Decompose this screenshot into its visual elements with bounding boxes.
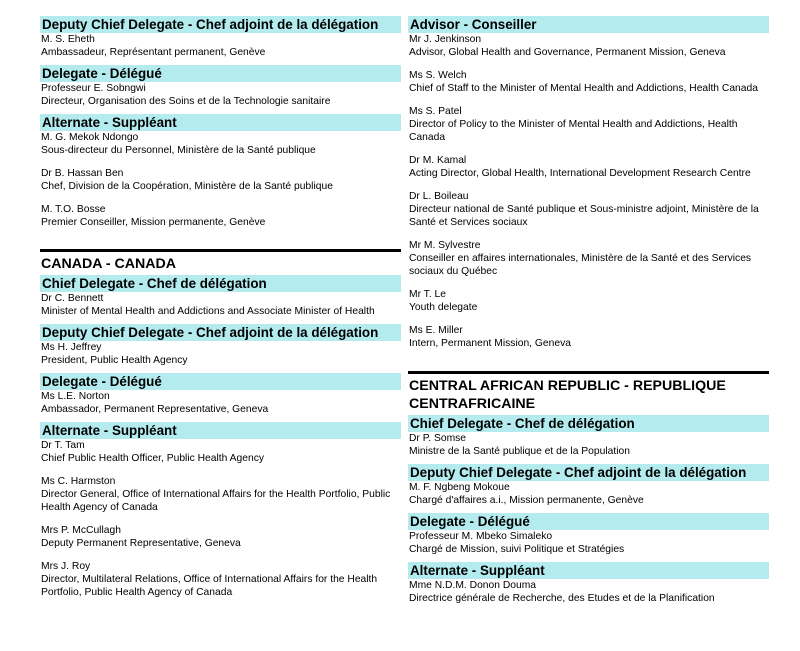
person-name: Mrs P. McCullagh — [41, 525, 121, 536]
delegate-entry — [408, 33, 769, 59]
role-heading-delegate: Delegate - Délégué — [40, 65, 401, 82]
person-title: Ambassador, Permanent Representative, Geneva — [41, 404, 269, 415]
delegate-entry — [408, 579, 769, 605]
person-title: Directeur national de Santé publique et Sous-ministre adjoint, Ministère de la Santé et Services sociaux — [409, 204, 759, 228]
person-name: Professeur E. Sobngwi — [41, 83, 146, 94]
role-heading-deputy: Deputy Chief Delegate - Chef adjoint de la délégation — [408, 464, 769, 481]
role-heading-chief: Chief Delegate - Chef de délégation — [40, 275, 401, 292]
person-name: Ms E. Miller — [409, 325, 463, 336]
person-name: M. F. Ngbeng Mokoue — [409, 482, 510, 493]
role-heading-chief: Chief Delegate - Chef de délégation — [408, 415, 769, 432]
person-title: Youth delegate — [409, 302, 478, 313]
delegate-entry — [40, 560, 401, 599]
delegate-entry — [40, 203, 401, 229]
delegate-entry — [408, 69, 769, 95]
person-title: Director General, Office of International Affairs for the Health Portfolio, Public Health Agency of Canada — [41, 489, 391, 513]
delegate-entry — [408, 239, 769, 278]
person-name: Mrs J. Roy — [41, 561, 91, 572]
person-title: Director, Multilateral Relations, Office of International Affairs for the Health Portfolio, Public Health Agency of Canada — [41, 574, 378, 598]
person-title: Deputy Permanent Representative, Geneva — [41, 538, 241, 549]
person-name: Ms C. Harmston — [41, 476, 116, 487]
role-heading-advisor: Advisor - Conseiller — [408, 16, 769, 33]
delegate-entry — [408, 288, 769, 314]
country-title: CENTRAL AFRICAN REPUBLIC - REPUBLIQUE CENTRAFRICAINE — [409, 378, 726, 412]
person-title: Chef, Division de la Coopération, Ministère de la Santé publique — [41, 181, 333, 192]
person-title: President, Public Health Agency — [41, 355, 188, 366]
person-name: Mr J. Jenkinson — [409, 34, 482, 45]
person-title: Directeur, Organisation des Soins et de la Technologie sanitaire — [41, 96, 331, 107]
person-title: Chief of Staff to the Minister of Mental Health and Addictions, Health Canada — [409, 83, 758, 94]
person-name: Professeur M. Mbeko Simaleko — [409, 531, 553, 542]
person-title: Acting Director, Global Health, International Development Research Centre — [409, 168, 751, 179]
person-title: Premier Conseiller, Mission permanente, Genève — [41, 217, 266, 228]
delegate-entry — [408, 432, 769, 458]
country-title: CANADA - CANADA — [41, 256, 177, 272]
person-name: Mr T. Le — [409, 289, 447, 300]
person-name: Dr B. Hassan Ben — [41, 168, 124, 179]
role-heading-alternate: Alternate - Suppléant — [40, 114, 401, 131]
delegate-entry — [408, 154, 769, 180]
person-name: Ms L.E. Norton — [41, 391, 110, 402]
delegate-entry — [40, 524, 401, 550]
person-title: Advisor, Global Health and Governance, Permanent Mission, Geneva — [409, 47, 726, 58]
left-column — [40, 0, 401, 599]
person-name: Dr P. Somse — [409, 433, 467, 444]
delegate-entry — [408, 105, 769, 144]
delegate-entry — [40, 33, 401, 59]
person-title: Chargé de Mission, suivi Politique et Stratégies — [409, 544, 625, 555]
person-name: Dr M. Kamal — [409, 155, 467, 166]
delegate-entry — [40, 439, 401, 465]
person-title: Chargé d'affaires a.i., Mission permanente, Genève — [409, 495, 644, 506]
person-title: Ambassadeur, Représentant permanent, Genève — [41, 47, 266, 58]
person-name: Dr L. Boileau — [409, 191, 469, 202]
person-name: Dr T. Tam — [41, 440, 85, 451]
delegate-entry — [408, 190, 769, 229]
delegate-entry — [408, 481, 769, 507]
person-name: Ms S. Welch — [409, 70, 467, 81]
delegate-entry — [40, 341, 401, 367]
person-title: Chief Public Health Officer, Public Health Agency — [41, 453, 265, 464]
person-title: Directrice générale de Recherche, des Etudes et de la Planification — [409, 593, 715, 604]
country-section-central-african-republic — [408, 371, 769, 605]
delegate-entry — [40, 475, 401, 514]
right-column — [408, 0, 769, 605]
person-name: M. G. Mekok Ndongo — [41, 132, 139, 143]
country-section-canada — [40, 249, 401, 599]
person-name: Ms H. Jeffrey — [41, 342, 102, 353]
person-name: Mr M. Sylvestre — [409, 240, 481, 251]
person-title: Intern, Permanent Mission, Geneva — [409, 338, 571, 349]
person-title: Conseiller en affaires internationales, Ministère de la Santé et des Services sociaux du Québec — [409, 253, 752, 277]
person-title: Director of Policy to the Minister of Mental Health and Addictions, Health Canada — [409, 119, 738, 143]
role-heading-alternate: Alternate - Suppléant — [40, 422, 401, 439]
person-name: Dr C. Bennett — [41, 293, 104, 304]
person-name: M. S. Eheth — [41, 34, 95, 45]
person-name: M. T.O. Bosse — [41, 204, 106, 215]
delegate-entry — [408, 324, 769, 350]
person-title: Minister of Mental Health and Addictions and Associate Minister of Health — [41, 306, 375, 317]
role-heading-delegate: Delegate - Délégué — [40, 373, 401, 390]
role-heading-deputy: Deputy Chief Delegate - Chef adjoint de la délégation — [40, 16, 401, 33]
person-name: Mme N.D.M. Donon Douma — [409, 580, 537, 591]
delegate-entry — [40, 167, 401, 193]
delegate-entry — [40, 292, 401, 318]
role-heading-delegate: Delegate - Délégué — [408, 513, 769, 530]
person-title: Sous-directeur du Personnel, Ministère de la Santé publique — [41, 145, 316, 156]
delegate-entry — [40, 82, 401, 108]
role-heading-deputy: Deputy Chief Delegate - Chef adjoint de la délégation — [40, 324, 401, 341]
person-title: Ministre de la Santé publique et de la Population — [409, 446, 630, 457]
delegate-entry — [40, 390, 401, 416]
person-name: Ms S. Patel — [409, 106, 462, 117]
delegate-entry — [408, 530, 769, 556]
role-heading-alternate: Alternate - Suppléant — [408, 562, 769, 579]
delegate-entry — [40, 131, 401, 157]
